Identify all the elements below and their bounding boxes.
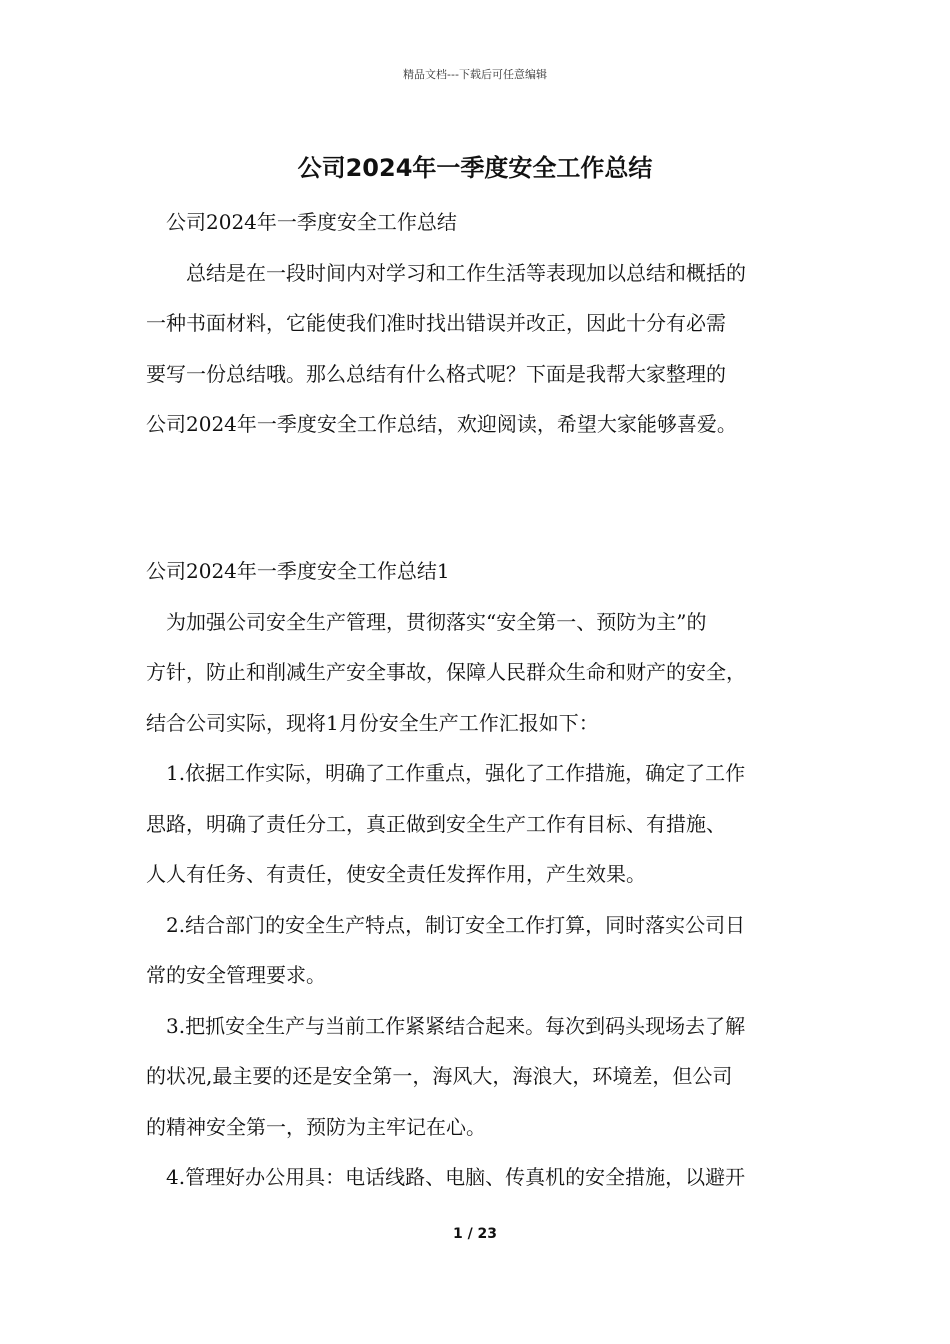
- paragraph-line: 要写一份总结哦。那么总结有什么格式呢？下面是我帮大家整理的: [146, 361, 726, 386]
- paragraph-line: 3.把抓安全生产与当前工作紧紧结合起来。每次到码头现场去了解: [146, 1013, 746, 1038]
- paragraph-line: 公司2024年一季度安全工作总结，欢迎阅读，希望大家能够喜爱。: [146, 412, 737, 436]
- paragraph-line: 公司2024年一季度安全工作总结: [146, 210, 457, 234]
- paragraph-line: 常的安全管理要求。: [146, 963, 326, 987]
- paragraph-line: 人人有任务、有责任，使安全责任发挥作用，产生效果。: [146, 862, 646, 886]
- paragraph-line: 的状况,最主要的还是安全第一，海风大，海浪大，环境差，但公司: [146, 1064, 733, 1088]
- section-heading: 公司2024年一季度安全工作总结1: [146, 559, 450, 583]
- intro-block: [146, 197, 826, 450]
- paragraph-line: 2.结合部门的安全生产特点，制订安全工作打算，同时落实公司日: [146, 912, 746, 937]
- paragraph-line: 4.管理好办公用具：电话线路、电脑、传真机的安全措施，以避开: [146, 1165, 746, 1189]
- paragraph-line: 一种书面材料，它能使我们准时找出错误并改正，因此十分有必需: [146, 311, 726, 335]
- page-number: 1 / 23: [452, 1226, 498, 1242]
- document-title: 公司2024年一季度安全工作总结: [297, 154, 653, 182]
- paragraph-line: 总结是在一段时间内对学习和工作生活等表现加以总结和概括的: [146, 260, 746, 285]
- paragraph-line: 为加强公司安全生产管理，贯彻落实“安全第一、预防为主”的: [146, 609, 707, 634]
- paragraph-line: 结合公司实际，现将1月份安全生产工作汇报如下：: [146, 710, 599, 735]
- paragraph-line: 方针，防止和削减生产安全事故，保障人民群众生命和财产的安全，: [146, 660, 746, 684]
- paragraph-line: 的精神安全第一，预防为主牢记在心。: [146, 1114, 486, 1139]
- paragraph-line: 1.依据工作实际，明确了工作重点，强化了工作措施，确定了工作: [146, 761, 746, 785]
- section-1-block: [146, 546, 826, 1203]
- paragraph-line: 思路，明确了责任分工，真正做到安全生产工作有目标、有措施、: [146, 811, 726, 836]
- header-note: 精品文档---下载后可任意编辑: [403, 68, 547, 81]
